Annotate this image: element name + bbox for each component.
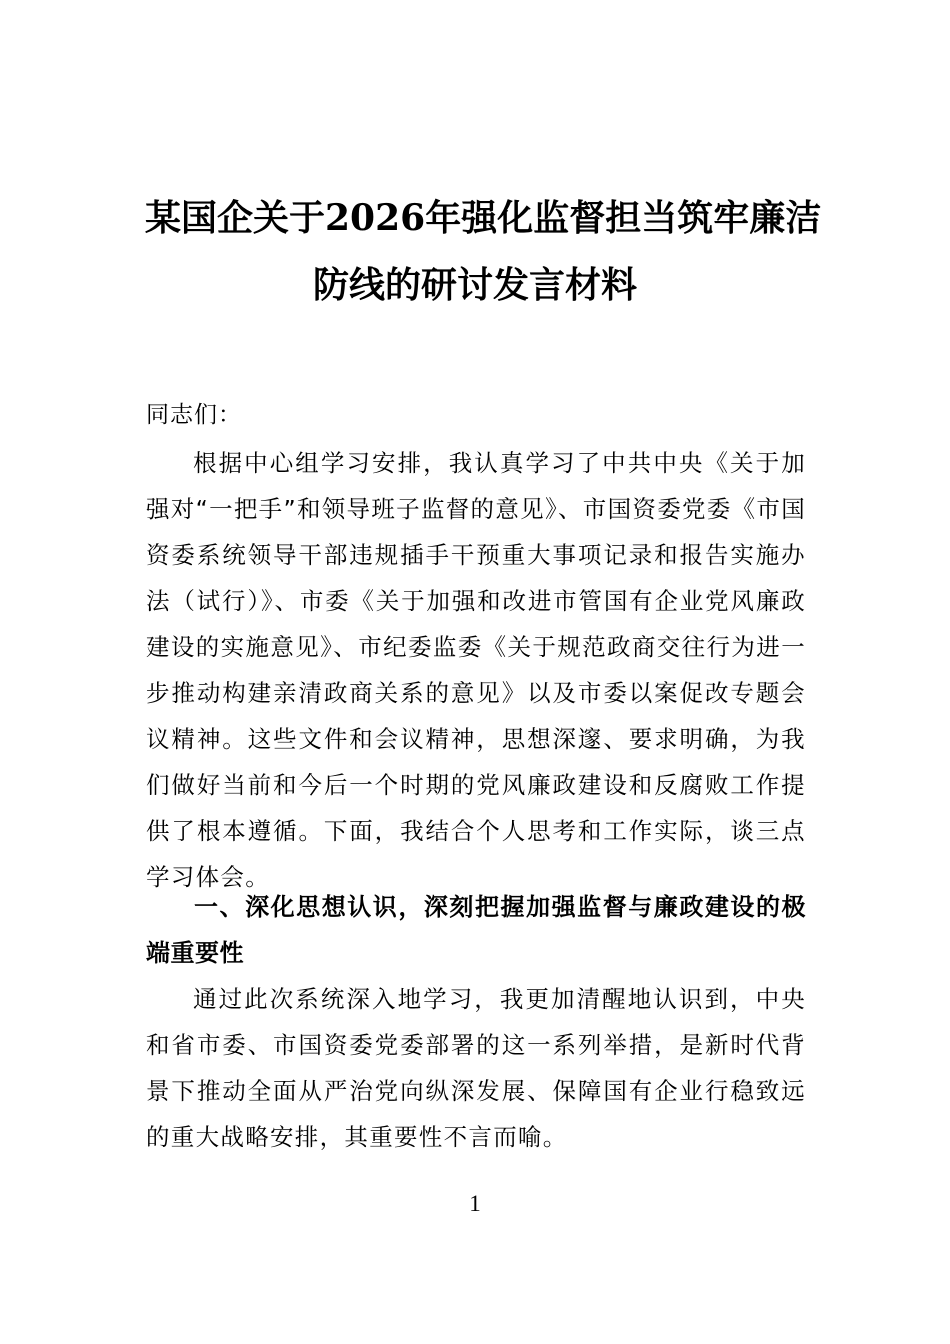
section-heading-1: 一、深化思想认识，深刻把握加强监督与廉政建设的极端重要性	[146, 893, 806, 967]
body-paragraph-1: 根据中心组学习安排，我认真学习了中共中央《关于加强对“一把手”和领导班子监督的意见》、市国资委党委《市国资委系统领导干部违规插手干预重大事项记录和报告实施办法（试行）》、市委《关于加强和改进市管国有企业党风廉政建设的实施意见》、市纪委监委《关于规范政商交往行为进一步推动构建亲清政商关系的意见》以及市委以案促改专题会议精神。这些文件和会议精神，思想深邃、要求明确，为我们做好当前和今后一个时期的党风廉政建设和反腐败工作提供了根本遵循。下面，我结合个人思考和工作实际，谈三点学习体会。	[146, 449, 806, 891]
page-number: 1	[469, 1191, 481, 1216]
greeting: 同志们：	[146, 402, 242, 428]
document-title-line-2: 防线的研讨发言材料	[312, 264, 637, 306]
body-paragraph-2: 通过此次系统深入地学习，我更加清醒地认识到，中央和省市委、市国资委党委部署的这一系列举措，是新时代背景下推动全面从严治党向纵深发展、保障国有企业行稳致远的重大战略安排，其重要性不言而喻。	[146, 985, 806, 1151]
document-title-line-1: 某国企关于2026年强化监督担当筑牢廉洁	[145, 197, 822, 239]
